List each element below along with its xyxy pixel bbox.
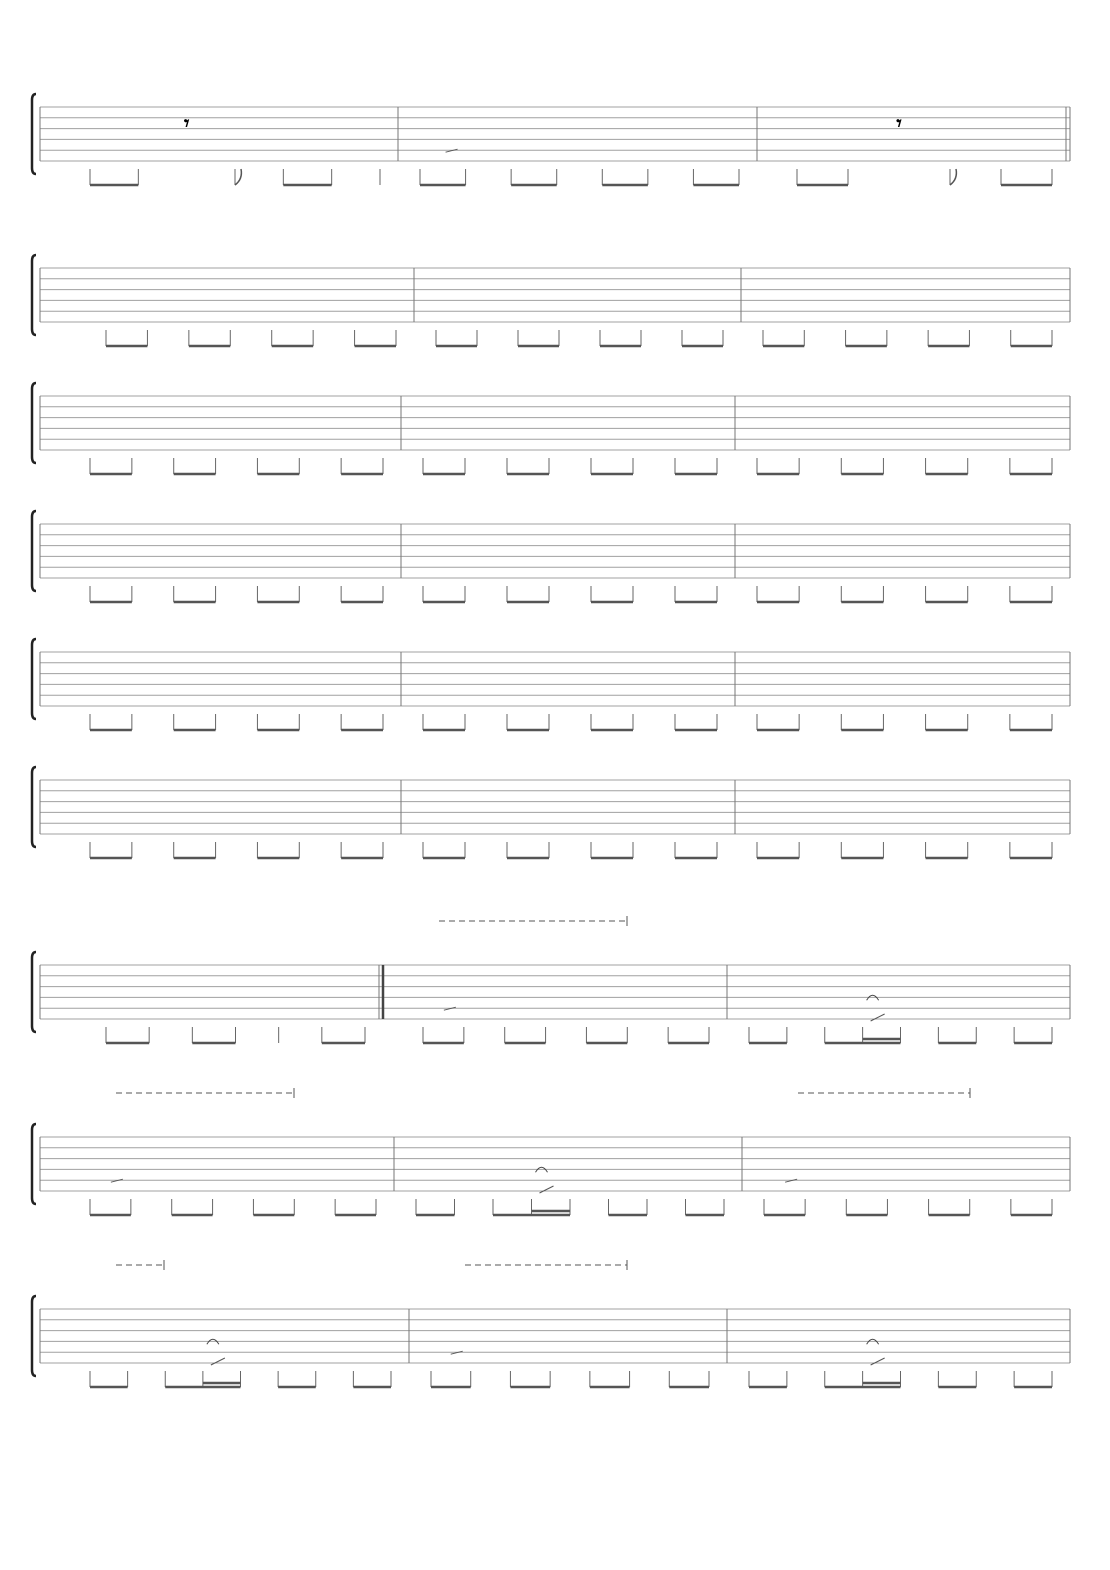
system-bracket	[32, 767, 36, 847]
system-bracket	[32, 952, 36, 1032]
slide-marker	[540, 1186, 554, 1193]
note-flag	[235, 169, 241, 185]
eighth-rest: 𝄾	[184, 111, 190, 135]
system-bracket	[32, 94, 36, 174]
note-flag	[950, 169, 956, 185]
system-bracket	[32, 639, 36, 719]
system-bracket	[32, 511, 36, 591]
system-bracket	[32, 1124, 36, 1204]
system-bracket	[32, 383, 36, 463]
slide-marker	[871, 1014, 885, 1021]
system-bracket	[32, 255, 36, 335]
slide-marker	[871, 1358, 885, 1365]
system-bracket	[32, 1296, 36, 1376]
slide-marker	[211, 1358, 225, 1365]
eighth-rest: 𝄾	[896, 111, 902, 135]
